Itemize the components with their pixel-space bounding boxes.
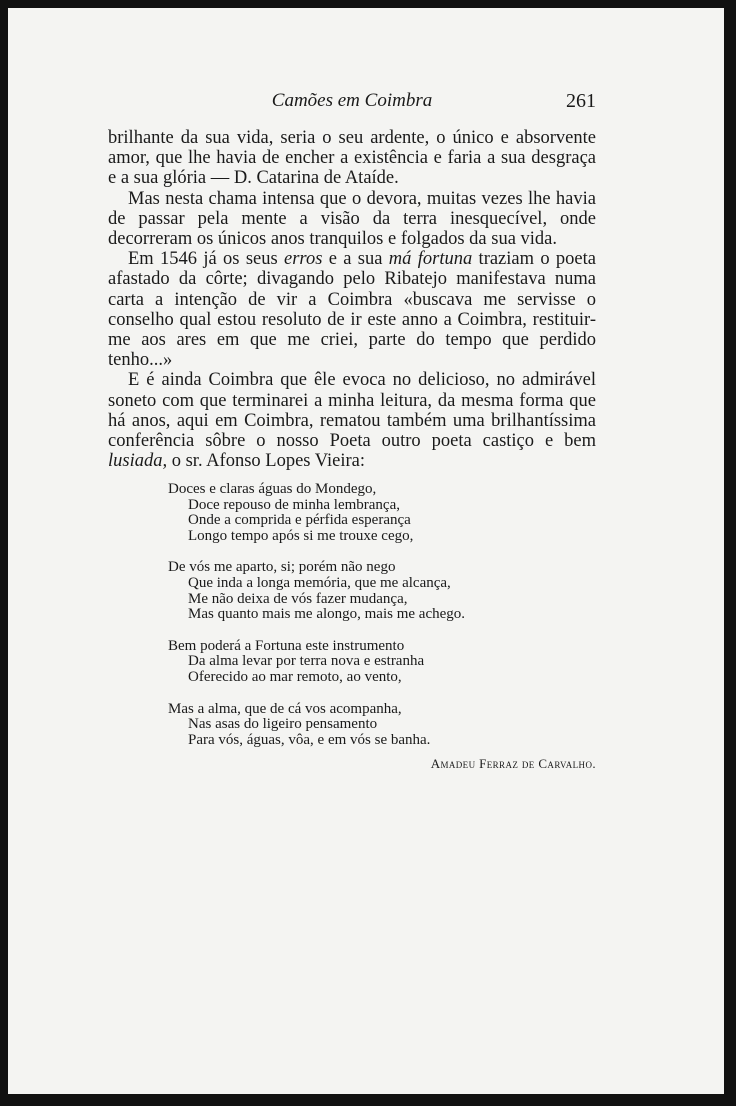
paragraph-3-text-a: Em 1546 já os seus (128, 249, 285, 270)
paragraph-4 (108, 370, 596, 471)
paragraph-3-italic-erros: erros (284, 249, 323, 270)
verse-line: Bem poderá a Fortuna este instrumento (168, 637, 405, 654)
stanza-2 (168, 560, 588, 622)
stanza-4 (168, 702, 588, 749)
verse-line: Para vós, águas, vôa, e em vós se banha. (188, 731, 431, 748)
verse-line: Onde a comprida e pérfida esperança (188, 512, 411, 529)
verse-line: Que inda a longa memória, que me alcança, (188, 574, 451, 591)
running-title: Camões em Coimbra (271, 90, 433, 111)
paragraph-2: Mas nesta chama intensa que o devora, muitas vezes lhe havia de passar pela mente a visão da terra inesquecível, onde decorreram os únicos anos tranquilos e folgados da sua vida. (108, 188, 596, 250)
stanza-3 (168, 639, 588, 686)
paragraph-3-text-b: e a sua (322, 249, 389, 270)
verse-line: Mas a alma, que de cá vos acompanha, (168, 700, 402, 717)
body-text (108, 128, 596, 471)
paragraph-4-italic-lusiada: lusiada, (108, 451, 168, 472)
page-number: 261 (566, 90, 596, 112)
verse-line: Longo tempo após si me trouxe cego, (188, 527, 414, 544)
stanza-1 (168, 482, 588, 544)
page (8, 8, 724, 1094)
paragraph-1: brilhante da sua vida, seria o seu ardente, o único e absorvente amor, que lhe havia de encher a existência e faria a sua desgraça e a sua glória — D. Catarina de Ataíde. (108, 128, 596, 189)
verse-line: Doces e claras águas do Mondego, (168, 481, 377, 497)
verse-line: Da alma levar por terra nova e estranha (188, 653, 425, 670)
sonnet (168, 482, 588, 764)
paragraph-3 (108, 249, 596, 370)
verse-line: Mas quanto mais me alongo, mais me achego. (188, 606, 466, 623)
verse-line: Oferecido ao mar remoto, ao vento, (188, 668, 402, 685)
page-header (108, 90, 596, 118)
paragraph-4-text-b: o sr. Afonso Lopes Vieira: (167, 451, 366, 472)
author-signature: Amadeu Ferraz de Carvalho. (430, 756, 596, 771)
paragraph-4-text-a: E é ainda Coimbra que êle evoca no delicioso, no admirável soneto com que terminarei a minha leitura, da mesma forma que há anos, aqui em Coimbra, rematou também uma brilhantíssima conferência sôbre o nosso Poeta outro poeta castiço e bem (108, 370, 596, 452)
verse-line: De vós me aparto, si; porém não nego (168, 559, 396, 576)
paragraph-3-italic-ma-fortuna: má fortuna (388, 249, 473, 270)
verse-line: Doce repouso de minha lembrança, (188, 496, 400, 513)
paragraph-3-text-c: traziam o poeta afastado da côrte; divagando pelo Ribatejo manifestava numa carta a intenção de vir a Coimbra «buscava me servisse o conselho qual estou resoluto de ir este anno a Coimbra, restituir-me aos ares em que me criei, parte do tempo que perdido tenho...» (108, 249, 596, 371)
verse-line: Me não deixa de vós fazer mudança, (188, 590, 408, 607)
verse-line: Nas asas do ligeiro pensamento (188, 716, 378, 733)
